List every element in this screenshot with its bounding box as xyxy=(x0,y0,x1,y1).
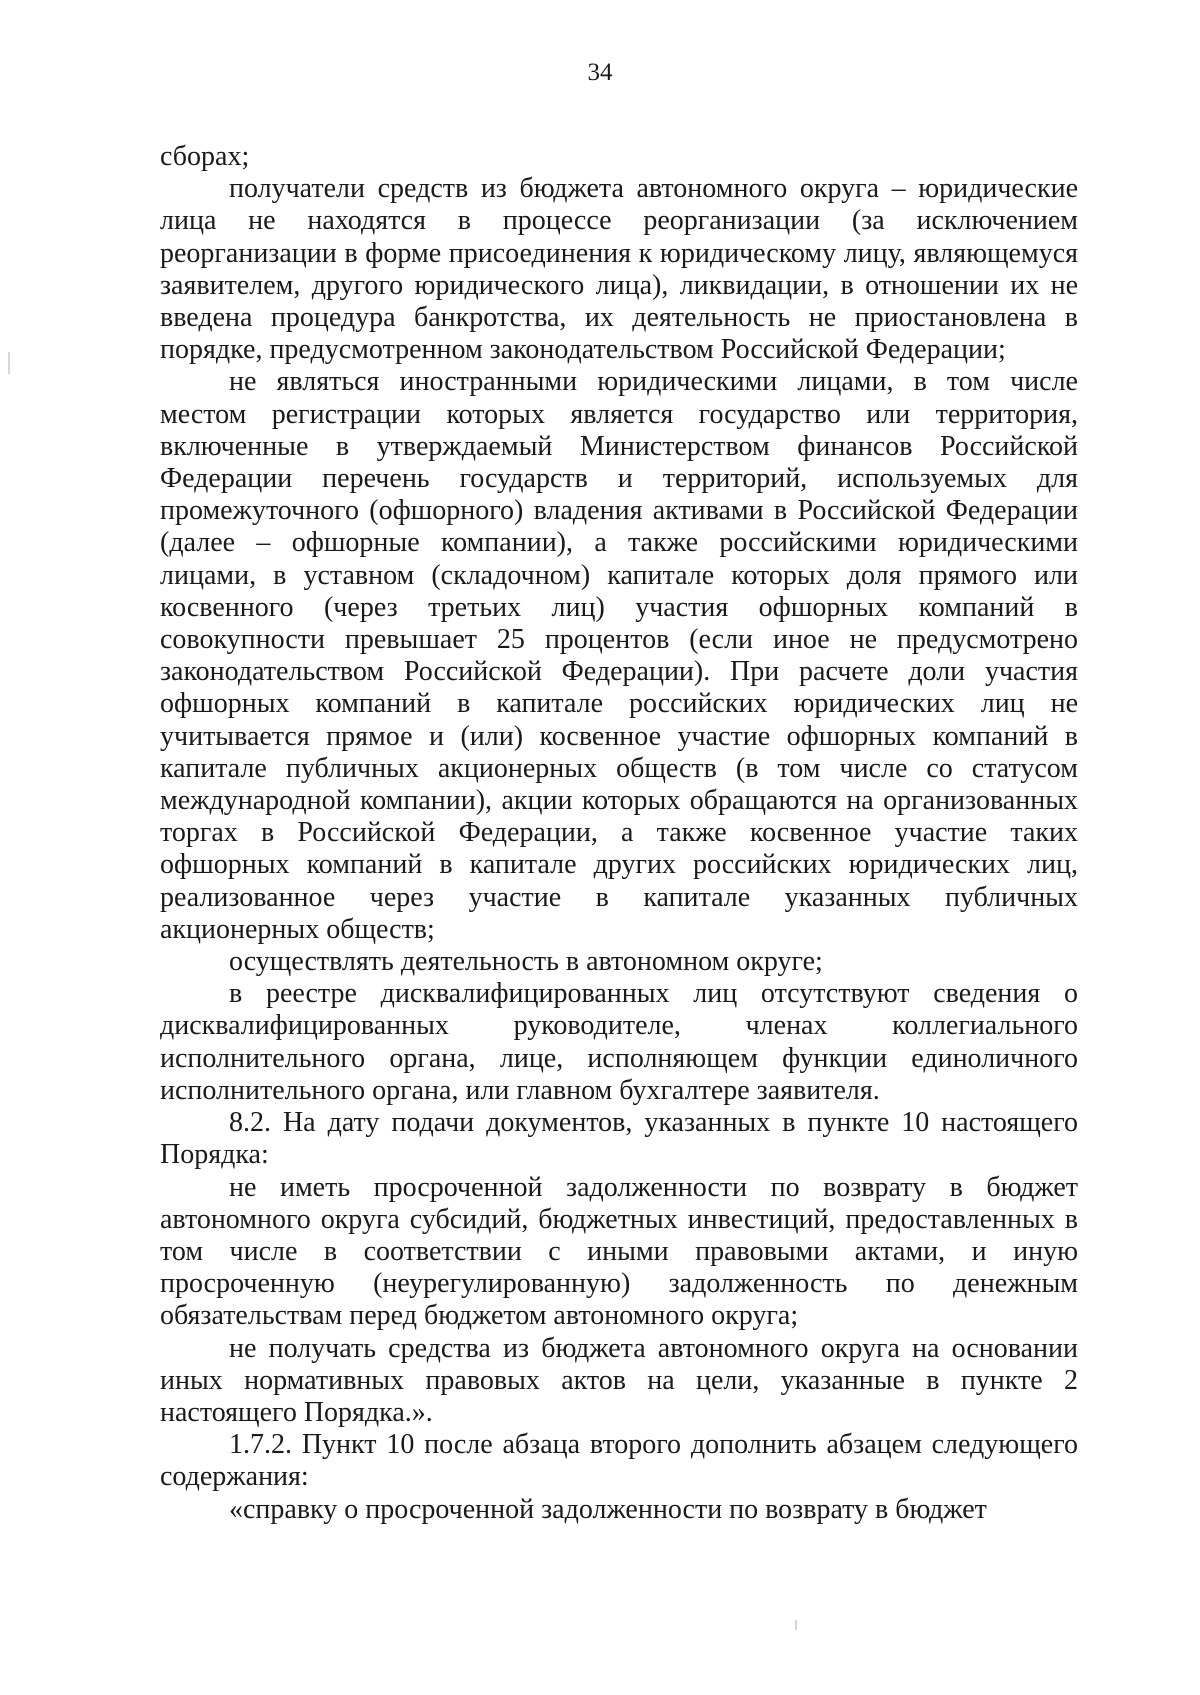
paragraph-continuation: сборах; xyxy=(160,141,250,172)
paragraph-offshore-condition: не являться иностранными юридическими лицами, в том числе местом регистрации которых является государство или территория, включенные в утверждаемый Министерством финансов Российской Федерации перечень государств и территорий, используемых для промежуточного (офшорного) владения активами в Российской Федерации (далее – офшорные компании), а также российскими юридическими лицами, в уставном (складочном) капитале которых доля прямого или косвенного (через третьих лиц) участия офшорных компаний в совокупности превышает 25 процентов (если иное не предусмотрено законодательством Российской Федерации). При расчете доли участия офшорных компаний в капитале российских юридических лиц не учитывается прямое и (или) косвенное участие офшорных компаний в капитале публичных акционерных обществ (в том числе со статусом международной компании), акции которых обращаются на организованных торгах в Российской Федерации, а также косвенное участие таких офшорных компаний в капитале других российских юридических лиц, реализованное через участие в капитале указанных публичных акционерных обществ; xyxy=(160,366,1078,945)
document-body xyxy=(160,141,1078,1526)
paragraph-activity-condition: осуществлять деятельность в автономном округе; xyxy=(229,946,823,978)
scan-artifact xyxy=(8,352,10,374)
paragraph-certificate-start: «справку о просроченной задолженности по возврату в бюджет xyxy=(229,1493,987,1525)
paragraph-clause-1-7-2: 1.7.2. Пункт 10 после абзаца второго дополнить абзацем следующего содержания: xyxy=(160,1429,1078,1493)
paragraph-recipients-condition: получатели средств из бюджета автономного округа – юридические лица не находятся в процессе реорганизации (за исключением реорганизации в форме присоединения к юридическому лицу, являющемуся заявителем, другого юридического лица), ликвидации, в отношении их не введена процедура банкротства, их деятельность не приостановлена в порядке, предусмотренном законодательством Российской Федерации; xyxy=(160,173,1078,366)
scan-artifact xyxy=(795,1620,797,1630)
paragraph-disqualified-condition: в реестре дисквалифицированных лиц отсутствуют сведения о дисквалифицированных руководителе, членах коллегиального исполнительного органа, лице, исполняющем функции единоличного исполнительного органа, или главном бухгалтере заявителя. xyxy=(160,978,1078,1106)
paragraph-clause-8-2: 8.2. На дату подачи документов, указанных в пункте 10 настоящего Порядка: xyxy=(160,1107,1078,1171)
paragraph-debt-condition: не иметь просроченной задолженности по возврату в бюджет автономного округа субсидий, бюджетных инвестиций, предоставленных в том числе в соответствии с иными правовыми актами, и иную просроченную (неурегулированную) задолженность по денежным обязательствам перед бюджетом автономного округа; xyxy=(160,1171,1078,1332)
paragraph-funding-condition: не получать средства из бюджета автономного округа на основании иных нормативных правовых актов на цели, указанные в пункте 2 настоящего Порядка.». xyxy=(160,1332,1078,1428)
page-number: 34 xyxy=(587,59,613,86)
